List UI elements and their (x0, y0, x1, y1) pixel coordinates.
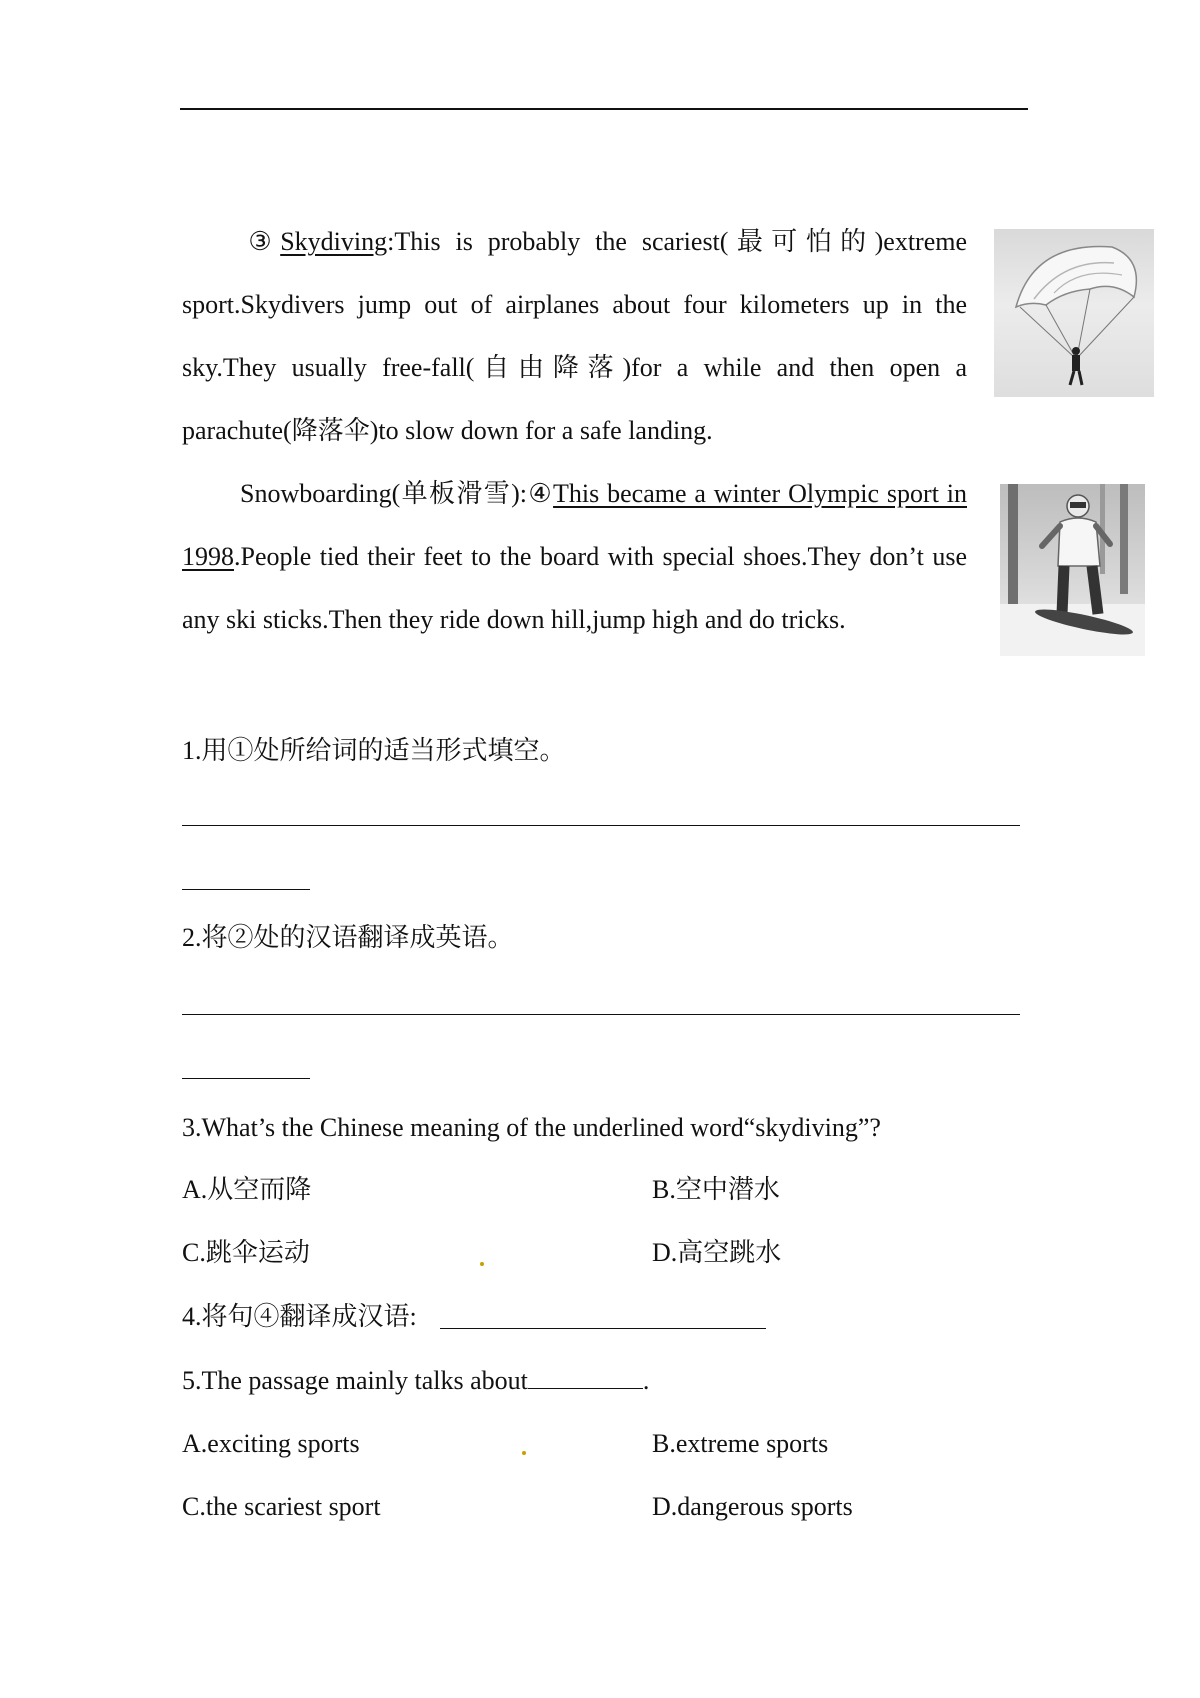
snowboarder-photo (1000, 484, 1145, 656)
q5-option-a[interactable]: A.exciting sports (182, 1429, 360, 1458)
question-4: 4.将句④翻译成汉语: (182, 1302, 417, 1331)
underlined-sentence-4: This became a winter Olympic sport in 1998 (182, 479, 967, 571)
skydiving-text: :This is probably the scariest(最可怕的)extreme sport.Skydivers jump out of airplanes about four kilometers up in the sky.They usually free-fall(自由降落)for a while and then open a parachute(降落伞)to slow down for a safe landing. (182, 227, 967, 445)
question-1: 1.用①处所给词的适当形式填空。 (182, 736, 566, 765)
snowboarder-icon (1000, 484, 1145, 656)
q5-stem-end: . (642, 1366, 650, 1395)
snowboarding-text: .People tied their feet to the board with special shoes.They don’t use any ski sticks.Then they ride down hill,jump high and do tricks. (182, 542, 967, 634)
question-3: 3.What’s the Chinese meaning of the underlined word“skydiving”? (182, 1113, 881, 1142)
paragraph-snowboarding (182, 462, 967, 651)
answer-line-1b[interactable] (182, 889, 310, 890)
q3-option-d[interactable]: D.高空跳水 (652, 1238, 782, 1267)
question-5 (182, 1364, 649, 1398)
q5-option-b[interactable]: B.extreme sports (652, 1429, 829, 1458)
question-2: 2.将②处的汉语翻译成英语。 (182, 923, 514, 952)
q3-option-a[interactable]: A.从空而降 (182, 1175, 312, 1204)
top-rule (180, 108, 1028, 110)
paragraph-skydiving (182, 210, 967, 462)
q3-option-b[interactable]: B.空中潜水 (652, 1175, 780, 1204)
answer-line-2b[interactable] (182, 1078, 310, 1079)
parachute-photo (994, 229, 1154, 397)
q5-option-d[interactable]: D.dangerous sports (652, 1492, 853, 1521)
answer-line-2a[interactable] (182, 1014, 1020, 1015)
answer-line-1a[interactable] (182, 825, 1020, 826)
snowboarding-lead: Snowboarding(单板滑雪):④ (240, 479, 554, 508)
parachute-icon (994, 229, 1154, 397)
q5-option-c[interactable]: C.the scariest sport (182, 1492, 381, 1521)
decor-dot-2 (522, 1451, 526, 1455)
decor-dot (480, 1262, 484, 1266)
marker-3: ③ (240, 227, 281, 256)
q5-blank[interactable] (528, 1366, 643, 1389)
q5-stem: 5.The passage mainly talks about (182, 1366, 528, 1395)
answer-line-4[interactable] (440, 1328, 766, 1329)
underlined-skydiving: Skydiving (280, 227, 388, 256)
q3-option-c[interactable]: C.跳伞运动 (182, 1238, 310, 1267)
